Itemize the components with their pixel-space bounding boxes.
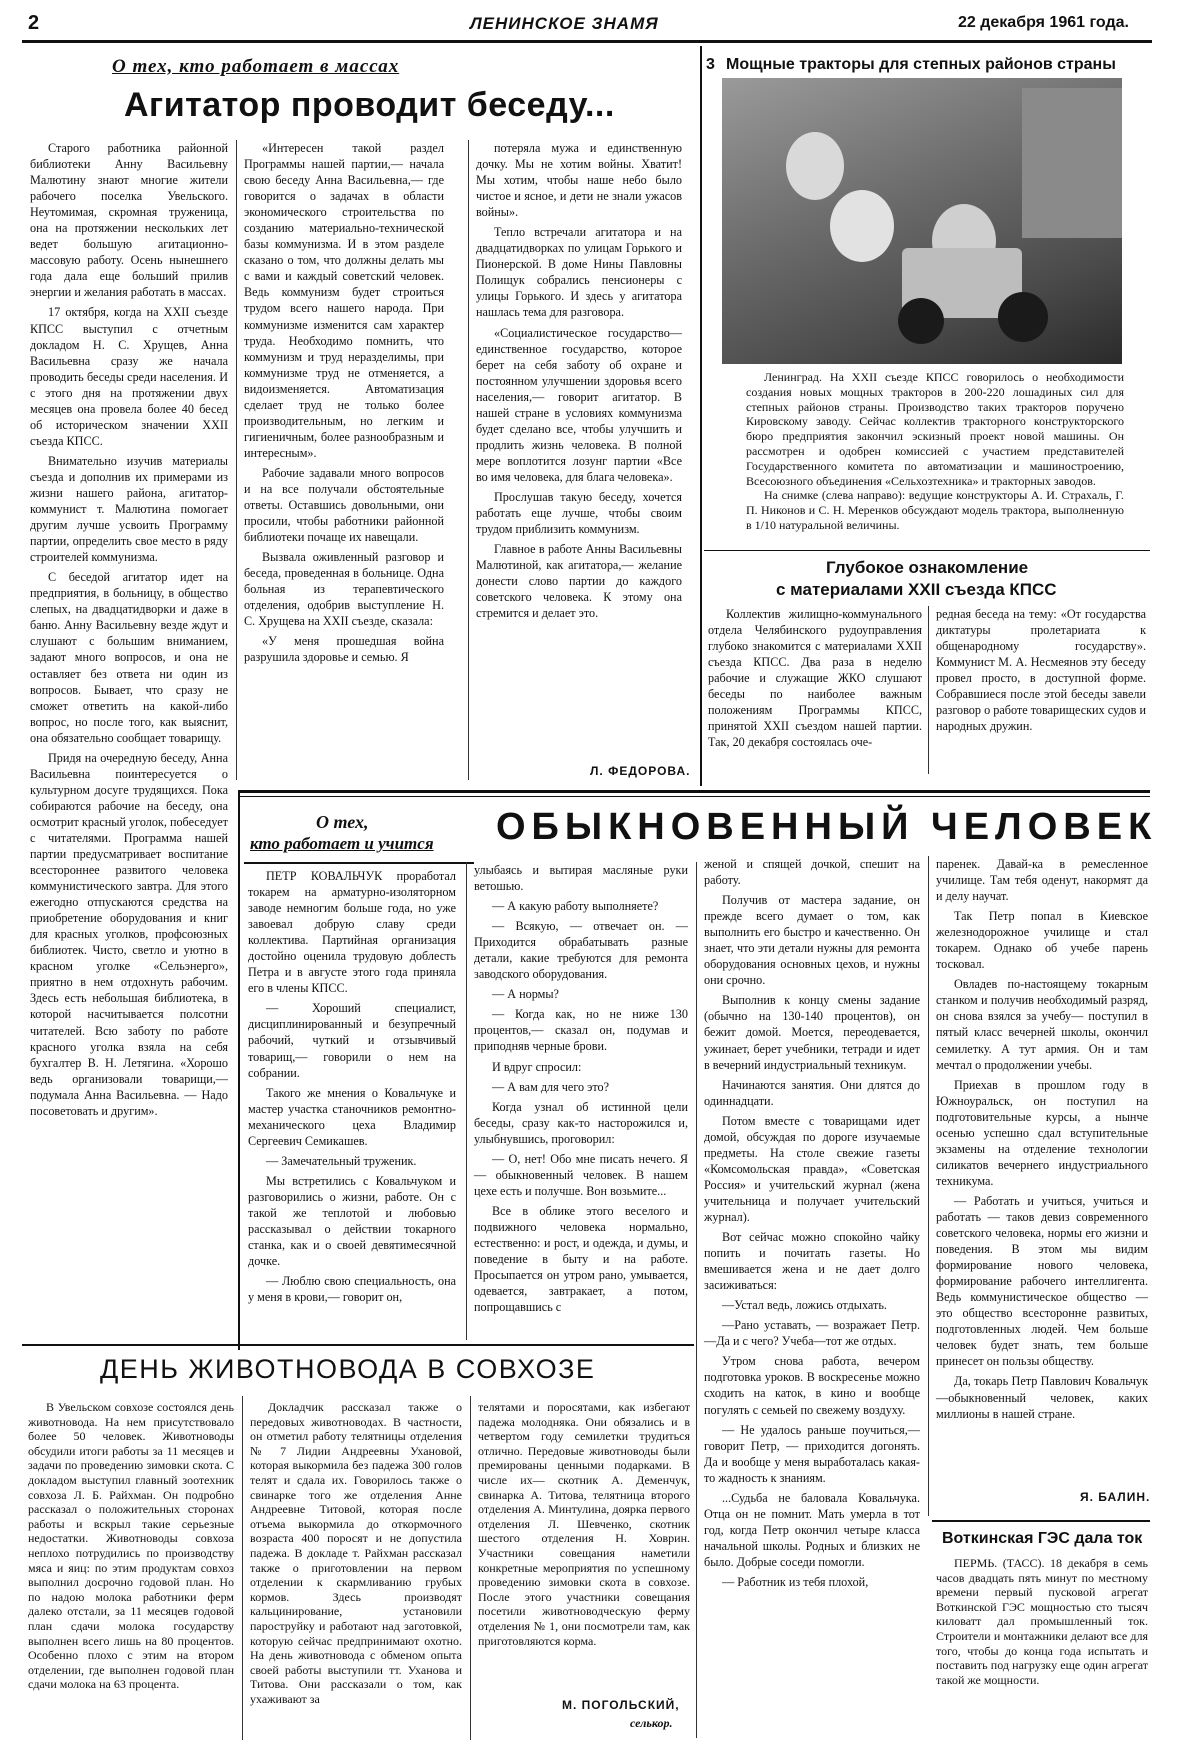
tractor-number: 3 bbox=[706, 56, 715, 73]
paragraph: Получив от мастера задание, он прежде всего думает о том, как выполнить его быстро и качественно. Он знает, что эти детали нужны для ремонта оборудования основных цехов, и нужны они срочно. bbox=[704, 893, 920, 988]
paragraph: Главное в работе Анны Васильевны Малютиной, как агитатора,— желание донести слово партии до каждого советского человека. К этому она стремится и делает это. bbox=[476, 542, 682, 621]
paragraph: Внимательно изучив материалы съезда и дополнив их примерами из жизни нашего района, агитатор-коммунист т. Малютина помогает другим лучше усвоить Программу партии, определить свое место в ряду строителей коммунизма. bbox=[30, 453, 228, 565]
paragraph: 17 октября, когда на XXII съезде КПСС выступил с отчетным докладом Н. С. Хрущев, Анна Васильевна сразу же начала проводить беседы среди населения. И с этого дня на протяжении двух месяцев она провела более 40 бесед об историческом значении XXII съезда КПСС. bbox=[30, 305, 228, 448]
ordinary-col-4 bbox=[936, 856, 1148, 1500]
masthead-rule bbox=[22, 40, 1152, 43]
votkinsk-headline: Воткинская ГЭС дала ток bbox=[942, 1530, 1143, 1547]
ordinary-rubric-2: кто работает и учится bbox=[250, 834, 434, 853]
paragraph: В Увельском совхозе состоялся день животновода. На нем присутствовало более 50 человек. Животноводы обсудили итоги работы за 11 месяцев и задачи по проведению зимовки скота. С докладом выступил главный зоотехник совхоза Л. Б. Райхман. Он подробно рассказал о положительных сторонах работы и вскрыл такие серьезные недостатки. Животноводы совхоза неплохо потрудились по производству мяса и яиц: по этим продуктам совхоз выполнил досрочно годовой план. Но по надою молока работники ферм далеко отстали, за 11 месяцев годовой план сдачи молока государству выполнен всего лишь на 80 процентов. Особенно плохо с этим на втором отделении, где выполнен годовой план сдачи молока на 63 процента. bbox=[28, 1400, 234, 1692]
paragraph: Коллектив жилищно-коммунального отдела Челябинского рудоуправления глубоко знакомится с материалами XXII съезда КПСС. Два раза в неделю рабочие и служащие ЖКО слушают беседы по наиболее важным положениям Программы КПСС, принятой XXII съездом нашей партии. Так, 20 декабря состоялась оче- bbox=[708, 607, 922, 750]
paragraph: — А вам для чего это? bbox=[492, 1079, 610, 1094]
paragraph: телятами и поросятами, как избегают падежа молодняка. Они обязались и в четвертом году семилетки трудиться отлично. Передовые животноводы были премированы ценными подарками. В числе их— скотник А. Деменчук, свинарка А. Титова, телятница второго отделения А. Минтулина, доярка первого отделения Л. Шевченко, скотник шестого отделения Н. Ховрин. Участники совещания наметили конкретные мероприятия по успешному проведению зимовки скота в совхозе. После этого участники совещания посетили животноводческую ферму отделения № 1, они посмотрели там, как приготовляются корма. bbox=[478, 1400, 690, 1648]
paragraph: «Социалистическое государство— единственное государство, которое берет на себя заботу об охране и постоянном улучшении здоровья всего населения,— говорит агитатор. В нашей стране в условиях коммунизма будет сделано все, чтобы улучшить и продлить жизнь человека. В полной мере воплотится лозунг партии «Все во имя человека, для блага человека». bbox=[476, 325, 682, 484]
column-divider bbox=[466, 862, 467, 1340]
paragraph: Такого же мнения о Ковальчуке и мастер участка станочников ремонтно-механического цеха Владимир Сергеевич Семикашев. bbox=[248, 1085, 456, 1148]
paragraph: С беседой агитатор идет на предприятия, в больницу, в общество слепых, на двадцатидворки и даже в баню. Анну Васильевну везде ждут и слушают с большим вниманием, задают много вопросов, и она не оставляет без ответа ни один из вопросов. Бывает, что сразу не сможет ответить на какой-либо вопрос, но после того, как выяснит, она обязательно сообщает товарищу. bbox=[30, 570, 228, 745]
paragraph: Утром снова работа, вечером подготовка уроков. В воскресенье можно сходить на каток, в кино и вообще погулять с семьей по свежему воздуху. bbox=[704, 1354, 920, 1417]
caption-photo-note: На снимке (слева направо): ведущие конструкторы А. И. Страхаль, Г. П. Никонов и С. Н. Меренков обсуждают модель трактора, выполненную в 1/10 натуральной величины. bbox=[746, 488, 1124, 532]
paragraph: «Интересен такой раздел Программы нашей партии,— начала свою беседу Анна Васильевна,— где говорится о задачах в области экономического строительства по созданию материально-технической базы коммунизма. И в этом разделе сказано о том, что должны делать мы с вами и каждый советский человек. Ведь коммунизм будет строиться трудом всего нашего народа. При коммунизме изменится сам характер труда. Необходимо помнить, что коммунизм и труд неразделимы, при коммунизме труд не отменяется, а видоизменяется. Автоматизация сделает труд не только более производительным, но легким и гигиеничным, более разнообразным и интересным». bbox=[244, 141, 444, 460]
paragraph: — Работать и учиться, учиться и работать — таков девиз современного советского человека, нормы его жизни и поведения. В этом мы видим формирование нового человека, формирование рабочего интеллигента. Ведь коммунистическое общество — это общество всесторонне развитых, подготовленных людей. Чем больше человек будет знать, тем больше принесет он пользы обществу. bbox=[936, 1193, 1148, 1369]
paragraph: улыбаясь и вытирая масляные руки ветошью. bbox=[474, 863, 688, 894]
column-divider bbox=[928, 856, 929, 1516]
box-left-border bbox=[238, 790, 240, 1350]
column-divider bbox=[696, 862, 697, 1738]
livestock-col-3 bbox=[478, 1400, 690, 1688]
tractor-wheel bbox=[998, 292, 1048, 342]
familiar-col-1 bbox=[708, 606, 922, 776]
paragraph: Прослушав такую беседу, хочется работать еще лучше, чтобы своим трудом приблизить коммунизм. bbox=[476, 489, 682, 537]
person-1-face bbox=[786, 132, 844, 200]
livestock-col-1 bbox=[28, 1400, 234, 1740]
issue-date: 22 декабря 1961 года. bbox=[958, 14, 1129, 31]
paragraph: —Рано уставать, — возражает Петр.—Да и с чего? Учеба—тот же отдых. bbox=[704, 1318, 920, 1349]
ordinary-headline: ОБЫКНОВЕННЫЙ ЧЕЛОВЕК bbox=[496, 806, 1158, 848]
livestock-signature-role: селькор. bbox=[630, 1716, 673, 1730]
paragraph: Так Петр попал в Киевское железнодорожное училище и стал токарем. Однако об учебе парень тосковал. bbox=[936, 909, 1148, 972]
page-number: 2 bbox=[28, 12, 40, 34]
paragraph: — А какую работу выполняете? bbox=[492, 899, 659, 914]
paragraph: —Устал ведь, ложись отдыхать. bbox=[722, 1298, 887, 1313]
livestock-headline: ДЕНЬ ЖИВОТНОВОДА В СОВХОЗЕ bbox=[100, 1354, 596, 1384]
headline-rule bbox=[244, 862, 474, 864]
paragraph: — Работник из тебя плохой, bbox=[722, 1574, 869, 1589]
paragraph: Все в облике этого веселого и подвижного человека нормально, естественно: и рост, и одежда, и думы, и поведение в быту и на работе. Просыпается он утром рано, умывается, одевается, завтракает, а потом, попрощавшись с bbox=[474, 1203, 688, 1315]
paragraph: Овладев по-настоящему токарным станком и получив необходимый разряд, он снова взялся за учебу— поступил в пятый класс вечерней школы, окончил семилетку. А тут армия. Он и там мечтал о продолжении учебы. bbox=[936, 977, 1148, 1072]
paragraph: потеряла мужа и единственную дочку. Мы не хотим войны. Хватит! Мы хотим, чтобы наше небо было чистое и ясное, и дети не знали ужасов войны». bbox=[476, 141, 682, 220]
paragraph: Начинаются занятия. Они длятся до одиннадцати. bbox=[704, 1077, 920, 1108]
paragraph: ПЕРМЬ. (ТАСС). 18 декабря в семь часов двадцать пять минут по местному времени первый пусковой агрегат Воткинской ГЭС мощностью сто тысяч киловатт дал промышленный ток. Строители и монтажники делают все для того, чтобы до конца года испытать и поставить под нагрузку еще один агрегат такой же мощности. bbox=[936, 1556, 1148, 1687]
paragraph: Рабочие задавали много вопросов и на все получали обстоятельные ответы. Оставшись довольными, они просили, чтобы работники районной библиотеки почаще их навещали. bbox=[244, 465, 444, 545]
tractor-caption bbox=[746, 370, 1124, 532]
column-divider bbox=[700, 46, 702, 786]
paragraph: «У меня прошедшая война разрушила здоровье и семью. Я bbox=[244, 634, 444, 665]
paragraph: редная беседа на тему: «От государства диктатуры пролетариата к общенародному государству». Коммунист М. А. Несмеянов эту беседу провел просто, в доступной форме. Собравшиеся после этой беседы завели разговор о работе товарищеских судов и народных дружин. bbox=[936, 607, 1146, 734]
familiar-headline-1: Глубокое ознакомление bbox=[826, 558, 1029, 577]
agitator-col-2 bbox=[244, 140, 444, 780]
paragraph: женой и спящей дочкой, спешит на работу. bbox=[704, 857, 920, 888]
paragraph: Мы встретились с Ковальчуком и разговорились о жизни, работе. Он с такой же теплотой и любовью рассказывал о действии токарного станка, как и о своей девятимесячной дочке. bbox=[248, 1173, 456, 1269]
column-divider bbox=[470, 1396, 471, 1740]
paragraph: — А нормы? bbox=[492, 987, 559, 1002]
section-rule bbox=[238, 796, 1150, 797]
paragraph: — Замечательный труженик. bbox=[266, 1153, 417, 1168]
paragraph: Потом вместе с товарищами идет домой, обсуждая по дороге изучаемые предметы. На столе свежие газеты «Комсомольская правда», «Советская Россия» и учительский журнал (жена учительница и получает учительский журнал). bbox=[704, 1113, 920, 1224]
paragraph: Да, токарь Петр Павлович Ковальчук—обыкновенный человек, каких миллионы в нашей стране. bbox=[936, 1374, 1148, 1421]
familiar-headline-2: с материалами XXII съезда КПСС bbox=[776, 580, 1057, 599]
paragraph: Выполнив к концу смены задание (обычно на 130-140 процентов), он бежит домой. Моется, переодевается, ужинает, берет учебники, тетради и идет в вечерний индустриальный техникум. bbox=[704, 993, 920, 1072]
familiar-col-2 bbox=[936, 606, 1146, 776]
paragraph: Вызвала оживленный разговор и беседа, проведенная в больнице. Одна больная из терапевтического отделения, одобрив выступление Н. С. Хрущева на XXII съезде, сказала: bbox=[244, 550, 444, 629]
paragraph: Когда узнал об истинной цели беседы, сразу как-то насторожился и, улыбнувшись, проговорил: bbox=[474, 1099, 688, 1146]
paragraph: Придя на очередную беседу, Анна Васильевна поинтересуется о культурном досуге трудящихся. Пока собираются рабочие на беседу, она осмотрит красный уголок, побеседует с читателями. Программа нашей партии предусматривает воспитание всестороннее развитого человека коммунистического завтра. Для этого ежегодно отпускаются средства на приобретение оборудования и книг для красных уголков, профсоюзных библиотек. Чисто, светло и уютно в красном уголке «Сельэнерго», приятно в нем отдохнуть рабочим. Здесь есть небольшая библиотека, в которой насчитывается полсотни читателей. Всю заботу по работе красного уголка взяла на себя бухгалтер В. Н. Летягина. «Хорошо ведь организовали товарищи,— подумала Анна Васильевна. — Надо посоветовать и другим». bbox=[30, 750, 228, 1118]
section-rule bbox=[704, 550, 1150, 551]
agitator-col-3 bbox=[476, 140, 682, 760]
tractor-wheel bbox=[898, 298, 944, 344]
ordinary-col-1 bbox=[248, 868, 456, 1338]
paragraph: ...Судьба не баловала Ковальчука. Отца он не помнит. Мать умерла в тот год, когда Петр окончил четыре класса начальной школы. Родных и близких не было. Добрые соседи помогли. bbox=[704, 1490, 920, 1569]
section-rule bbox=[22, 1344, 694, 1346]
paragraph: — Люблю свою специальность, она у меня в крови,— говорит он, bbox=[248, 1274, 456, 1305]
agitator-col-1 bbox=[30, 140, 228, 1340]
paragraph: — Когда как, но не ниже 130 процентов,— сказал он, подумав и приподняв черные брови. bbox=[474, 1007, 688, 1054]
ordinary-col-2 bbox=[474, 862, 688, 1338]
tractor-photo bbox=[722, 78, 1122, 364]
paragraph: — Не удалось раньше поучиться,— говорит Петр, — приходится догонять. Да и вообще у меня выработалась какая-то жадность к знаниям. bbox=[704, 1422, 920, 1485]
newspaper-title: ЛЕНИНСКОЕ ЗНАМЯ bbox=[470, 14, 659, 33]
column-divider bbox=[242, 1396, 243, 1740]
livestock-col-2 bbox=[250, 1400, 462, 1740]
drawing-board bbox=[1022, 88, 1122, 238]
paragraph: — Хороший специалист, дисциплинированный и безупречный рабочий, чуткий и отзывчивый товарищ,— говорили о нем на собрании. bbox=[248, 1001, 456, 1080]
caption-text: Ленинград. На XXII съезде КПСС говорилось о необходимости создания новых мощных тракторов в 200-220 лошадиных сил для степных районов страны. Производство таких тракторов поручено Кировскому заводу. Сейчас коллектив тракторного конструкторского бюро предприятия закончил эскизный проект новой машины. Он рассмотрен и одобрен комиссией с участием представителей Государственного комитета по автоматизации и машиностроению, Всесоюзного объединения «Сельхозтехника» и тракторных заводов. bbox=[746, 370, 1124, 488]
votkinsk-text bbox=[936, 1556, 1148, 1740]
ordinary-rubric-1: О тех, bbox=[316, 812, 369, 832]
paragraph: ПЕТР КОВАЛЬЧУК проработал токарем на арматурно-изоляторном заводе немногим больше года, но уже завоевал добрую славу среди коллектива. Партийная организация достойно оценила трудовую доблесть Петра и в августе этого года приняла его в члены КПСС. bbox=[248, 869, 456, 996]
section-rule bbox=[932, 1520, 1150, 1522]
agitator-headline: Агитатор проводит беседу... bbox=[124, 86, 615, 124]
section-rule bbox=[238, 790, 1150, 793]
ordinary-col-3 bbox=[704, 856, 920, 1736]
column-divider bbox=[236, 140, 237, 780]
ordinary-signature: Я. БАЛИН. bbox=[1080, 1490, 1151, 1504]
paragraph: паренек. Давай-ка в ремесленное училище. Там тебя оденут, накормят да и делу научат. bbox=[936, 857, 1148, 904]
livestock-signature: М. ПОГОЛЬСКИЙ, bbox=[562, 1698, 680, 1712]
paragraph: Докладчик рассказал также о передовых животноводах. В частности, он отметил работу телятницы отделения № 7 Лидии Андреевны Ухановой, которая выкормила без падежа 300 голов телят и сдала их. Говорилось также о свинарке того же отделения Анне Андреевне Титовой, которая после отъема выкормила до откормочного возраста 400 поросят и не допустила падежа. В докладе т. Райхман рассказал также о приготовлении на первом отделении к скармливанию грубых кормов. Здесь производят кальцинирование, установили пароструйку и работают над заготовкой, которую сейчас предпринимают охотно. На день животновода с обменом опыта своей работы выступили тт. Уханова и Титова. Они рассказали о том, как ухаживают за bbox=[250, 1400, 462, 1706]
paragraph: И вдруг спросил: bbox=[492, 1059, 582, 1074]
paragraph: — О, нет! Обо мне писать нечего. Я— обыкновенный человек. В нашем цехе есть и получше. Вон возьмите... bbox=[474, 1151, 688, 1198]
tractor-headline: Мощные тракторы для степных районов страны bbox=[726, 56, 1116, 73]
agitator-signature: Л. ФЕДОРОВА. bbox=[590, 764, 691, 778]
column-divider bbox=[468, 140, 469, 780]
paragraph: Приехав в прошлом году в Южноуральск, он поступил на подготовительные курсы, а нынче осенью успешно сдал вступительные экзамены на отделение технологии силикатов вечернего индустриального техникума. bbox=[936, 1077, 1148, 1188]
paragraph: Тепло встречали агитатора и на двадцатидворках по улицам Горького и Пионерской. В доме Нины Павловны Полищук собрались пенсионеры с улицы Горького. И здесь у агитатора нашлась тема для разговора. bbox=[476, 225, 682, 320]
paragraph: Вот сейчас можно спокойно чайку попить и почитать газеты. Но вмешивается жена и не дает долго засиживаться: bbox=[704, 1230, 920, 1293]
column-divider bbox=[928, 606, 929, 774]
agitator-rubric: О тех, кто работает в массах bbox=[112, 56, 400, 77]
person-2-face bbox=[830, 190, 894, 262]
paragraph: — Всякую, — отвечает он. —Приходится обрабатывать разные детали, какие требуются для ремонта заводского оборудования. bbox=[474, 919, 688, 982]
paragraph: Старого работника районной библиотеки Анну Васильевну Малютину знают многие жители рабочего поселка Увельского. Неутомимая, скромная труженица, она на протяжении нескольких лет ведет большую агитационно-массовую работу. Осень нынешнего года дала еще больший прилив энергии и желания работать в массах. bbox=[30, 141, 228, 300]
